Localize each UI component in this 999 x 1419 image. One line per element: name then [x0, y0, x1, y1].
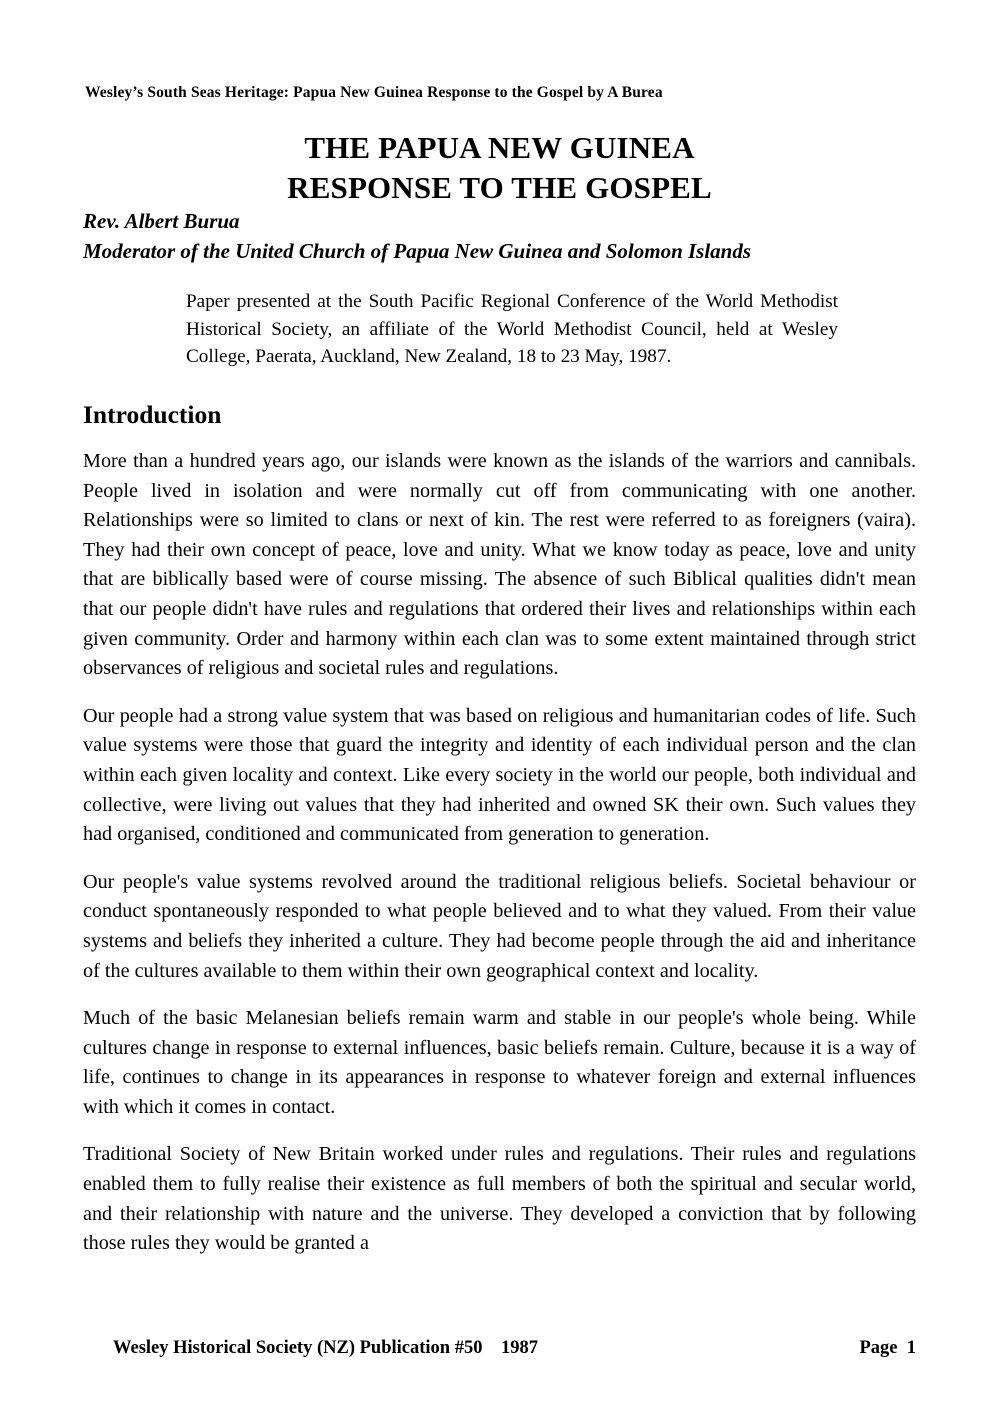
- page-title: [0, 128, 999, 207]
- paragraph: Much of the basic Melanesian beliefs remain warm and stable in our people's whole being. While cultures change in response to external influences, basic beliefs remain. Culture, because it is a way of life, continues to change in its appearances in response to whatever foreign and external influences with which it comes in contact.: [83, 1007, 916, 1118]
- footer-publication: Wesley Historical Society (NZ) Publication #50 1987: [113, 1337, 538, 1358]
- paragraph: Our people's value systems revolved around the traditional religious beliefs. Societal behaviour or conduct spontaneously responded to what people believed and to what they valued. From their value systems and beliefs they inherited a culture. They had become people through the aid and inheritance of the cultures available to them within their own geographical context and locality.: [83, 870, 916, 982]
- footer-page-number: Page 1: [859, 1337, 916, 1358]
- page-title-line-1: THE PAPUA NEW GUINEA: [304, 130, 695, 165]
- page-footer: [113, 1337, 916, 1359]
- page-title-line-2: RESPONSE TO THE GOSPEL: [287, 169, 712, 205]
- paragraph: Our people had a strong value system that was based on religious and humanitarian codes of life. Such value systems were those that guard the integrity and identity of each individual person and the clan within each given locality and context. Like every society in the world our people, both individual and collective, were living out values that they had inherited and owned SK their own. Such values they had organised, conditioned and communicated from generation to generation.: [83, 704, 916, 846]
- paper-presentation-note: Paper presented at the South Pacific Regional Conference of the World Methodist Historical Society, an affiliate of the World Methodist Council, held at Wesley College, Paerata, Auckland, New Zealand, 18 to 23 May, 1987.: [186, 291, 838, 368]
- author-name: Rev. Albert Burua: [83, 209, 240, 233]
- author-role: Moderator of the United Church of Papua New Guinea and Solomon Islands: [83, 238, 752, 263]
- paragraph: Traditional Society of New Britain worked under rules and regulations. Their rules and regulations enabled them to fully realise their existence as full members of both the spiritual and secular world, and their relationship with nature and the universe. They developed a conviction that by following those rules they would be granted a: [83, 1143, 916, 1255]
- section-heading-introduction: Introduction: [83, 400, 222, 429]
- body-copy: [83, 447, 916, 1259]
- author-block: [83, 207, 916, 267]
- paragraph: More than a hundred years ago, our islands were known as the islands of the warriors and cannibals. People lived in isolation and were normally cut off from communicating with one another. Relationships were so limited to clans or next of kin. The rest were referred to as foreigners (vaira). They had their own concept of peace, love and unity. What we know today as peace, love and unity that are biblically based were of course missing. The absence of such Biblical qualities didn't mean that our people didn't have rules and regulations that ordered their lives and relationships within each given community. Order and harmony within each clan was to some extent maintained through strict observances of religious and societal rules and regulations.: [83, 450, 916, 680]
- running-head: Wesley’s South Seas Heritage: Papua New Guinea Response to the Gospel by A Burea: [85, 84, 663, 101]
